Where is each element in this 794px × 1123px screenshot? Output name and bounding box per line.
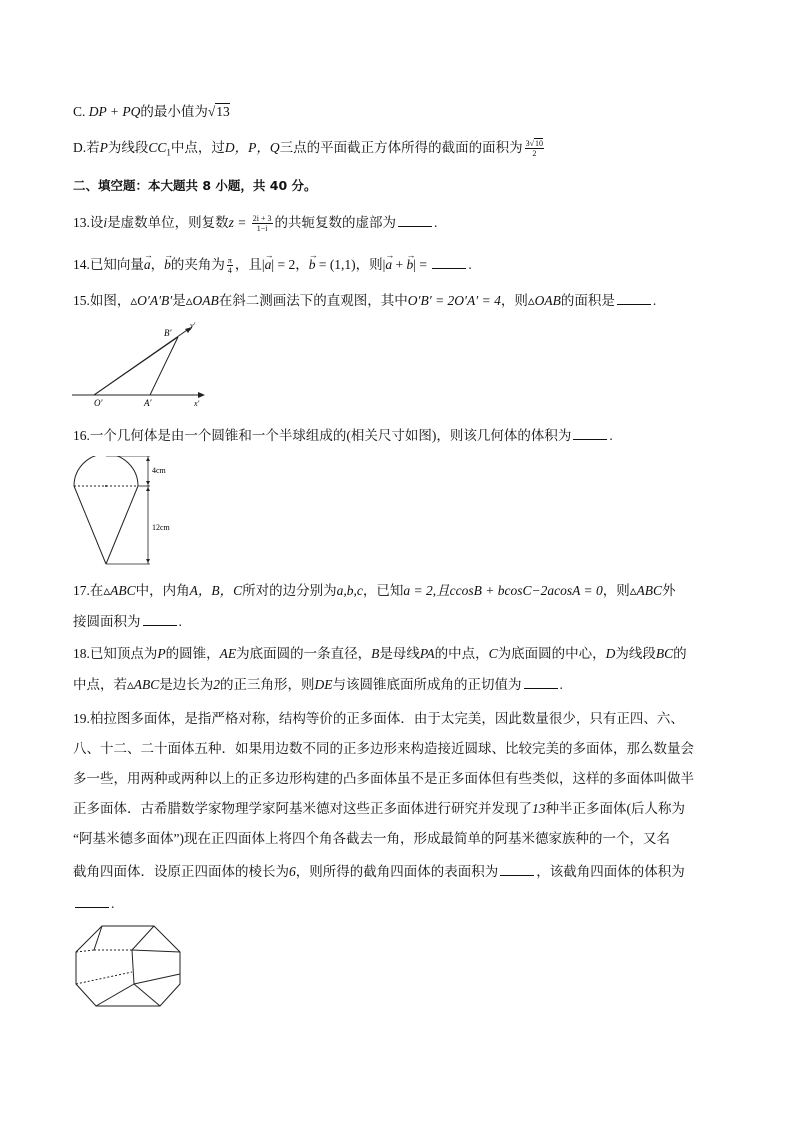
label-y: y′ (190, 322, 196, 330)
label-4cm: 4cm (152, 466, 166, 475)
question-18-line1: 18.已知顶点为P的圆锥，AE为底面圆的一条直径，B是母线PA的中点，C为底面圆的中心，D为线段BC的 (73, 646, 687, 661)
answer-blank[interactable] (143, 612, 177, 626)
fraction: $\frac{2i + 3}{1-i}$ (252, 214, 272, 234)
option-c: C. DP + PQ的最小值为√13 (73, 104, 230, 119)
answer-blank[interactable] (75, 894, 109, 908)
label-12cm: 12cm (152, 523, 170, 532)
question-17-line2: 接圆面积为 . (73, 614, 182, 629)
question-13: 13.设i是虚数单位，则复数z = $\frac{2i + 3}{1-i}$ 的共轭复数的虚部为 . (73, 214, 438, 234)
question-19-line1: 19.柏拉图多面体，是指严格对称，结构等价的正多面体．由于太完美，因此数量很少，只有正四、六、 (73, 711, 684, 726)
cone-hemisphere-figure (70, 456, 190, 568)
question-19-line7: . (73, 894, 114, 913)
label-x: x′ (194, 399, 200, 408)
question-16: 16.一个几何体是由一个圆锥和一个半球组成的(相关尺寸如图)，则该几何体的体积为 . (73, 428, 613, 443)
oblique-axes-figure (72, 322, 212, 408)
section-heading: 二、填空题：本大题共 8 小题，共 40 分。 (73, 178, 317, 193)
question-19-line6: 截角四面体．设原正四面体的棱长为6，则所得的截角四面体的表面积为 ，该截角四面体的体积为 (73, 864, 685, 879)
answer-blank[interactable] (617, 291, 651, 305)
question-15: 15.如图，▵O′A′B′是▵OAB在斜二测画法下的直观图，其中O′B′ = 2O′A′ = 4，则▵OAB的面积是 . (73, 293, 657, 308)
question-19-line5: “阿基米德多面体”)现在正四面体上将四个角各截去一角，形成最简单的阿基米德家族种的一个，又名 (73, 831, 670, 846)
answer-blank[interactable] (500, 862, 534, 876)
label-a: A′ (144, 398, 152, 408)
answer-blank[interactable] (573, 426, 607, 440)
answer-blank[interactable] (398, 213, 432, 227)
answer-blank[interactable] (524, 675, 558, 689)
fraction: $\frac{3√10}{2}$ (525, 139, 544, 159)
question-19-line4: 正多面体．古希腊数学家物理学家阿基米德对这些正多面体进行研究并发现了13种半正多面体(后人称为 (73, 801, 685, 816)
question-19-line3: 多一些，用两种或两种以上的正多边形构建的凸多面体虽不是正多面体但有些类似，这样的多面体叫做半 (73, 771, 694, 786)
truncated-tetrahedron-figure (72, 922, 184, 1010)
fraction: $\frac{\pi}{4}$ (227, 256, 232, 276)
label-b: B′ (164, 328, 172, 338)
question-14: 14.已知向量→ a，→ b的夹角为 $\frac{\pi}{4}$ ，且|→ a| = 2，→ b = (1,1)，则|→ a + → b| = . (73, 255, 472, 275)
question-18-line2: 中点，若▵ABC是边长为2的正三角形，则DE与该圆锥底面所成角的正切值为 . (73, 677, 563, 692)
option-d: D.若P为线段$CC_1$中点，过D，P，Q三点的平面截正方体所得的截面的面积为 $\frac{3√10}{2}$ (73, 139, 544, 159)
label-o: O′ (94, 398, 103, 408)
question-17-line1: 17.在▵ABC中，内角A，B，C所对的边分别为a,b,c，已知a = 2,且ccosB + bcosC−2acosA = 0，则▵ABC外 (73, 583, 676, 598)
question-19-line2: 八、十二、二十面体五种．如果用边数不同的正多边形来构造接近圆球、比较完美的多面体，那么数量会 (73, 741, 694, 756)
answer-blank[interactable] (432, 255, 466, 269)
